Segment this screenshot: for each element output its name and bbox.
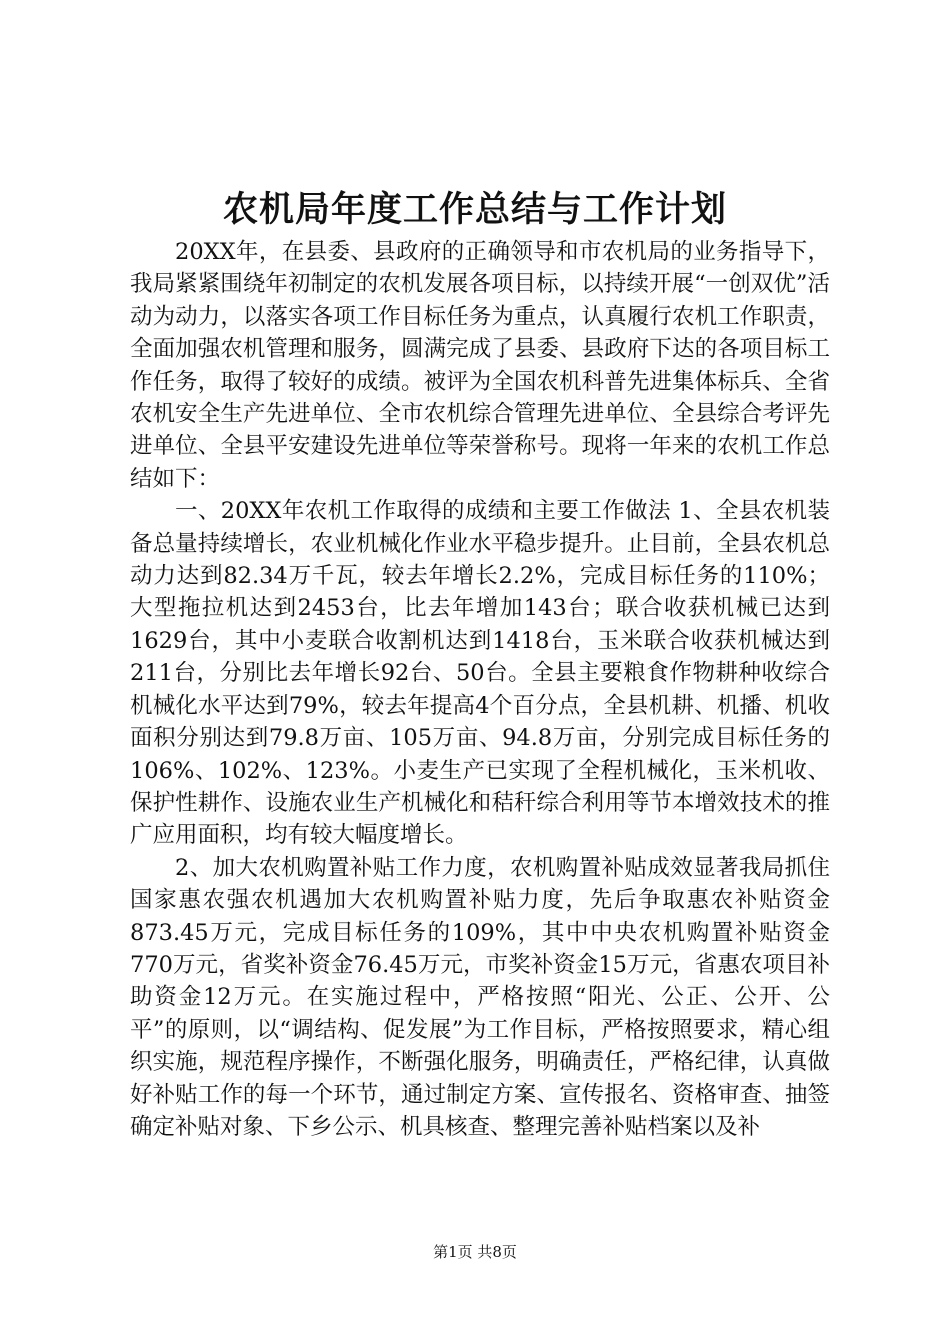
document-body bbox=[130, 236, 830, 1143]
paragraph-section-2: 2、加大农机购置补贴工作力度，农机购置补贴成效显著我局抓住国家惠农强农机遇加大农机购置补贴力度，先后争取惠农补贴资金873.45万元，完成目标任务的109%，其中中央农机购置补贴资金770万元，省奖补资金76.45万元，市奖补资金15万元，省惠农项目补助资金12万元。在实施过程中，严格按照“阳光、公正、公开、公平”的原则，以“调结构、促发展”为工作目标，严格按照要求，精心组织实施，规范程序操作，不断强化服务，明确责任，严格纪律，认真做好补贴工作的每一个环节，通过制定方案、宣传报名、资格审查、抽签确定补贴对象、下乡公示、机具核查、整理完善补贴档案以及补 bbox=[130, 854, 830, 1140]
paragraph-section-1: 一、20XX年农机工作取得的成绩和主要工作做法 1、全县农机装备总量持续增长，农业机械化作业水平稳步提升。止目前，全县农机总动力达到82.34万千瓦，较去年增长2.2%，完成目标任务的110%；大型拖拉机达到2453台，比去年增加143台；联合收获机械已达到1629台，其中小麦联合收割机达到1418台，玉米联合收获机械达到211台，分别比去年增长92台、50台。全县主要粮食作物耕种收综合机械化水平达到79%，较去年提高4个百分点，全县机耕、机播、机收面积分别达到79.8万亩、105万亩、94.8万亩，分别完成目标任务的106%、102%、123%。小麦生产已实现了全程机械化，玉米机收、保护性耕作、设施农业生产机械化和秸秆综合利用等节本增效技术的推广应用面积，均有较大幅度增长。 bbox=[130, 498, 830, 849]
page-footer: 第1页 共8页 bbox=[433, 1243, 517, 1261]
paragraph-intro: 20XX年，在县委、县政府的正确领导和市农机局的业务指导下，我局紧紧围绕年初制定的农机发展各项目标，以持续开展“一创双优”活动为动力，以落实各项工作目标任务为重点，认真履行农机工作职责，全面加强农机管理和服务，圆满完成了县委、县政府下达的各项目标工作任务，取得了较好的成绩。被评为全国农机科普先进集体标兵、全省农机安全生产先进单位、全市农机综合管理先进单位、全县综合考评先进单位、全县平安建设先进单位等荣誉称号。现将一年来的农机工作总结如下： bbox=[130, 239, 830, 492]
document-title: 农机局年度工作总结与工作计划 bbox=[222, 189, 727, 230]
